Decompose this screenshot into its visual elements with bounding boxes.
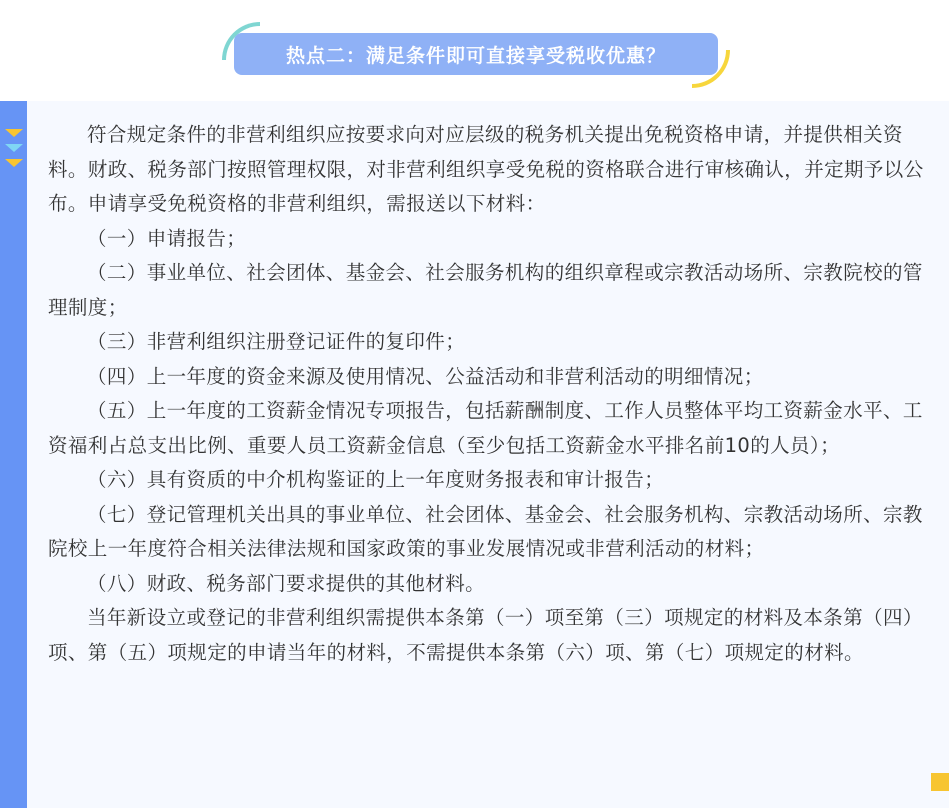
chevron-down-icon-yellow	[5, 159, 23, 167]
list-item-1: （一）申请报告；	[87, 226, 247, 250]
list-item-5: （五）上一年度的工资薪金情况专项报告，包括薪酬制度、工作人员整体平均工资薪金水平、工资福利占总支出比例、重要人员工资薪金信息（至少包括工资薪金水平排名前10的人员）；	[48, 399, 923, 457]
left-accent-bar	[0, 101, 27, 808]
closing-paragraph: 当年新设立或登记的非营利组织需提供本条第（一）项至第（三）项规定的材料及本条第（四）项、第（五）项规定的申请当年的材料，不需提供本条第（六）项、第（七）项规定的材料。	[48, 606, 923, 664]
decorative-arc-yellow	[692, 50, 730, 88]
page-title: 热点二：满足条件即可直接享受税收优惠？	[285, 44, 666, 67]
list-item-2: （二）事业单位、社会团体、基金会、社会服务机构的组织章程或宗教活动场所、宗教院校的管理制度；	[48, 261, 923, 319]
corner-decoration	[931, 773, 949, 791]
intro-paragraph: 符合规定条件的非营利组织应按要求向对应层级的税务机关提出免税资格申请，并提供相关资料。财政、税务部门按照管理权限，对非营利组织享受免税的资格联合进行审核确认，并定期予以公布。申请享受免税资格的非营利组织，需报送以下材料：	[48, 123, 924, 215]
list-item-7: （七）登记管理机关出具的事业单位、社会团体、基金会、社会服务机构、宗教活动场所、宗教院校上一年度符合相关法律法规和国家政策的事业发展情况或非营利活动的材料；	[48, 502, 923, 560]
title-pill	[234, 33, 718, 75]
list-item-3: （三）非营利组织注册登记证件的复印件；	[87, 330, 466, 353]
chevron-down-icon-blue	[5, 144, 23, 152]
list-item-6: （六）具有资质的中介机构鉴证的上一年度财务报表和审计报告；	[87, 468, 665, 491]
chevron-down-icon-yellow	[5, 129, 23, 137]
article-body	[48, 118, 928, 670]
list-item-8: （八）财政、税务部门要求提供的其他材料。	[87, 571, 486, 595]
title-banner	[222, 22, 732, 88]
list-item-4: （四）上一年度的资金来源及使用情况、公益活动和非营利活动的明细情况；	[87, 364, 764, 388]
